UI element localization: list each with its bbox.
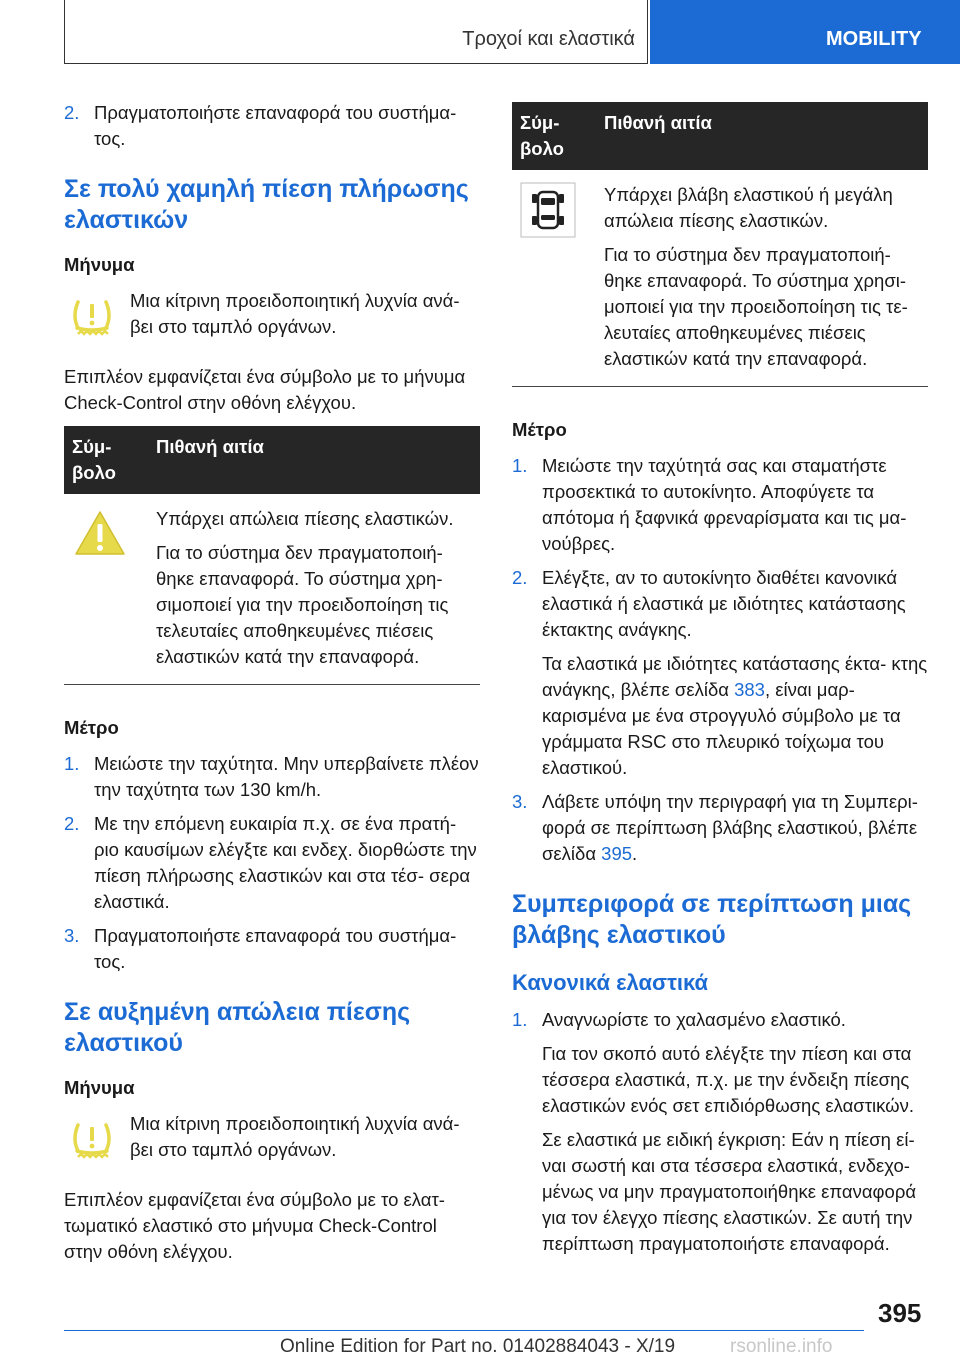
step-number: 3. <box>64 925 80 946</box>
tire-pressure-warning-icon <box>68 1119 116 1163</box>
message-label: Μήνυμα <box>64 1077 135 1098</box>
list-item <box>512 453 928 557</box>
symbol-table <box>64 426 480 685</box>
page-number: 395 <box>878 1298 922 1328</box>
table-header-cause: Πιθανή αιτία <box>596 102 928 170</box>
heading-low-pressure: Σε πολύ χαμηλή πίεση πλήρωσης ελαστικών <box>64 175 469 234</box>
symbol-cell <box>64 494 148 685</box>
message-label: Μήνυμα <box>64 254 135 275</box>
cause-text: Υπάρχει απώλεια πίεσης ελαστικών. <box>156 508 454 529</box>
page-header <box>0 0 960 66</box>
cause-cell <box>148 494 480 685</box>
message-text: Μια κίτρινη προειδοποιητική λυχνία ανά‐ βει στο ταμπλό οργάνων. <box>130 1113 460 1160</box>
paragraph: Επιπλέον εμφανίζεται ένα σύμβολο με το μήνυμα Check-Control στην οθόνη ελέγχου. <box>64 366 466 413</box>
cause-note: Για το σύστημα δεν πραγματοποιή‐ θηκε επαναφορά. Το σύστημα χρη‐ σιμοποιεί για την προειδοποίηση τις τελευταίες αποθηκευμένες πιέσεις ελαστικών κατά την επαναφορά. <box>156 542 449 667</box>
cause-cell <box>596 170 928 387</box>
list-item <box>64 751 480 803</box>
subtext-part: , είναι μαρ‐ καρισμένα με ένα στρογγυλό σύμβολο με τα γράμματα RSC στο πλευρικό τοίχωμα του ελαστικού. <box>542 679 901 778</box>
step-text: Πραγματοποιήστε επαναφορά του συστήμα‐ τος. <box>94 925 457 972</box>
list-item <box>512 1007 928 1257</box>
table-header-cause: Πιθανή αιτία <box>148 426 480 494</box>
footer-divider <box>64 1330 864 1331</box>
step-number: 1. <box>64 753 80 774</box>
text-part: . <box>632 843 638 864</box>
heading-increased-loss: Σε αυξημένη απώλεια πίεσης ελαστικού <box>64 998 411 1057</box>
table-header-symbol: Σύμ‐ βολο <box>64 426 148 494</box>
cause-text: Υπάρχει βλάβη ελαστικού ή μεγάλη απώλεια πίεσης ελαστικών. <box>604 184 893 231</box>
step-subtext: Για τον σκοπό αυτό ελέγξτε την πίεση και στα τέσσερα ελαστικά, π.χ. με την ένδειξη πίεσης ελαστικών ενός σετ επιδιόρθωσης ελαστικών. <box>542 1043 915 1116</box>
step-subtext <box>542 651 928 781</box>
symbol-table <box>512 102 928 387</box>
edition-text: Online Edition for Part no. 01402884043 - X/19 <box>280 1336 676 1357</box>
list-item <box>64 811 480 915</box>
step-text: Μειώστε την ταχύτητά σας και σταματήστε προσεκτικά το αυτοκίνητο. Αποφύγετε τα απότομα ή ξαφνικά φρεναρίσματα και τις μα‐ νούβρες. <box>542 455 907 554</box>
section-title: Τροχοί και ελαστικά <box>462 28 635 50</box>
message-block <box>64 288 480 352</box>
heading-normal-tires: Κανονικά ελαστικά <box>512 970 709 995</box>
step-text: Ελέγξτε, αν το αυτοκίνητο διαθέτει κανονικά ελαστικά ή ελαστικά με ιδιότητες κατάστασης έκτακτης ανάγκης. <box>542 567 906 640</box>
step-text: Αναγνωρίστε το χαλασμένο ελαστικό. <box>542 1009 846 1030</box>
step-text: Πραγματοποιήστε επαναφορά του συστήμα‐ τος. <box>94 102 457 149</box>
measure-label: Μέτρο <box>64 717 119 738</box>
page-link-395[interactable]: 395 <box>601 843 633 864</box>
table-row <box>512 170 928 387</box>
page-link-383[interactable]: 383 <box>734 679 765 700</box>
flat-tire-car-icon <box>520 182 576 238</box>
text-part: Λάβετε υπόψη την περιγραφή για τη Συμπερι‐ φορά σε περίπτωση βλάβης ελαστικού, βλέπε σελίδα <box>542 791 918 864</box>
list-item <box>512 565 928 781</box>
tire-pressure-warning-icon <box>68 296 116 340</box>
heading-tire-damage: Συμπεριφορά σε περίπτωση μιας βλάβης ελαστικού <box>512 890 912 949</box>
symbol-cell <box>512 170 596 387</box>
mobility-badge: MOBILITY <box>650 0 960 64</box>
warning-triangle-icon <box>72 506 128 562</box>
message-text: Μια κίτρινη προειδοποιητική λυχνία ανά‐ βει στο ταμπλό οργάνων. <box>130 290 460 337</box>
left-column <box>64 100 480 1275</box>
table-header-symbol: Σύμ‐ βολο <box>512 102 596 170</box>
watermark: rsonline.info <box>730 1336 833 1357</box>
measure-label: Μέτρο <box>512 419 567 440</box>
step-subtext: Σε ελαστικά με ειδική έγκριση: Εάν η πίεση εί‐ ναι σωστή και στα τέσσερα ελαστικά, ενδεχο‐ μένως να μην πραγματοποιήθηκε επαναφορά για τον έλεγχο πίεσης ελαστικών. Σε αυτή την περίπτωση πραγματοποιήστε επαναφορά. <box>542 1129 917 1254</box>
step-number: 1. <box>512 1009 528 1030</box>
cause-note: Για το σύστημα δεν πραγματοποιή‐ θηκε επαναφορά. Το σύστημα χρησι‐ μοποιεί για την προειδοποίηση τις τε‐ λευταίες αποθηκευμένες πιέσεις ελαστικών κατά την επαναφορά. <box>604 244 908 369</box>
table-row <box>64 494 480 685</box>
step-number: 2. <box>64 102 80 123</box>
header-box <box>64 0 648 64</box>
subtext-part: Τα ελαστικά με ιδιότητες κατάστασης έκτα‐ κτης ανάγκης, βλέπε σελίδα <box>542 653 928 700</box>
message-block <box>64 1111 480 1175</box>
step-text <box>542 789 928 867</box>
step-text: Με την επόμενη ευκαιρία π.χ. σε ένα πρατή‐ ριο καυσίμων ελέγξτε και ενδεχ. διορθώστε την πίεση πλήρωσης ελαστικών και στα τέσ‐ σερα ελαστικά. <box>94 813 477 912</box>
step-number: 3. <box>512 791 528 812</box>
paragraph: Επιπλέον εμφανίζεται ένα σύμβολο με το ελατ‐ τωματικό ελαστικό στο μήνυμα Check-Control στην οθόνη ελέγχου. <box>64 1189 445 1262</box>
step-number: 2. <box>64 813 80 834</box>
step-number: 2. <box>512 567 528 588</box>
list-item <box>64 923 480 975</box>
step-text: Μειώστε την ταχύτητα. Μην υπερβαίνετε πλέον την ταχύτητα των 130 km/h. <box>94 753 479 800</box>
right-column <box>512 102 928 1265</box>
list-item <box>512 789 928 867</box>
step-number: 1. <box>512 455 528 476</box>
list-item <box>64 100 480 152</box>
